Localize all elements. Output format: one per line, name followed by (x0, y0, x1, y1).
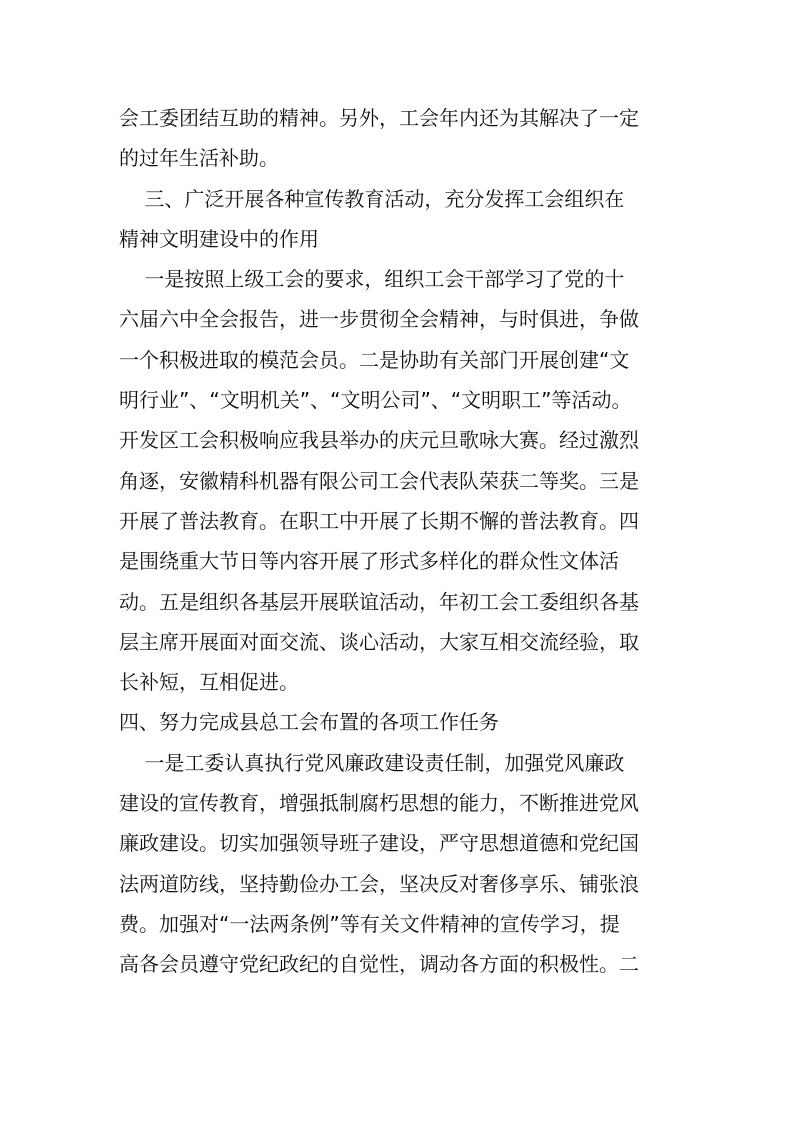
text-line: 的过年生活补助。 (119, 146, 279, 171)
text-line: 廉政建设。切实加强领导班子建设，严守思想道德和党纪国 (119, 831, 639, 856)
text-line: 一个积极进取的模范会员。二是协助有关部门开展创建“文 (119, 347, 630, 372)
text-line: 一是工委认真执行党风廉政建设责任制，加强党风廉政 (119, 750, 625, 775)
text-line: 会工委团结互助的精神。另外，工会年内还为其解决了一定 (119, 106, 639, 130)
text-line: 六届六中全会报告，进一步贯彻全会精神，与时俱进，争做 (119, 307, 639, 332)
text-line: 开发区工会积极响应我县举办的庆元旦歌咏大赛。经过激烈 (119, 428, 639, 453)
text-line: 法两道防线，坚持勤俭办工会，坚决反对奢侈享乐、铺张浪 (119, 871, 639, 896)
document-body (119, 98, 679, 985)
text-line: 层主席开展面对面交流、谈心活动，大家互相交流经验，取 (119, 629, 639, 654)
text-line: 明行业”、“文明机关”、“文明公司”、“文明职工”等活动。 (119, 388, 632, 413)
text-line: 开展了普法教育。在职工中开展了长期不懈的普法教育。四 (119, 508, 639, 533)
text-line: 角逐，安徽精科机器有限公司工会代表队荣获二等奖。三是 (119, 468, 639, 493)
section-heading-3: 三、广泛开展各种宣传教育活动，充分发挥工会组织在 (119, 186, 625, 211)
text-line: 费。加强对“一法两条例”等有关文件精神的宣传学习，提 (119, 911, 620, 936)
text-line: 建设的宣传教育，增强抵制腐朽思想的能力，不断推进党风 (119, 791, 639, 816)
text-line: 动。五是组织各基层开展联谊活动，年初工会工委组织各基 (119, 589, 639, 614)
section-heading-4: 四、努力完成县总工会布置的各项工作任务 (119, 710, 499, 735)
text-line: 高各会员遵守党纪政纪的自觉性，调动各方面的积极性。二 (119, 952, 639, 977)
text-line: 是围绕重大节日等内容开展了形式多样化的群众性文体活 (119, 549, 619, 574)
section-heading-3-cont: 精神文明建设中的作用 (119, 226, 319, 251)
text-line: 一是按照上级工会的要求，组织工会干部学习了党的十 (119, 267, 625, 292)
text-line: 长补短，互相促进。 (119, 670, 299, 695)
